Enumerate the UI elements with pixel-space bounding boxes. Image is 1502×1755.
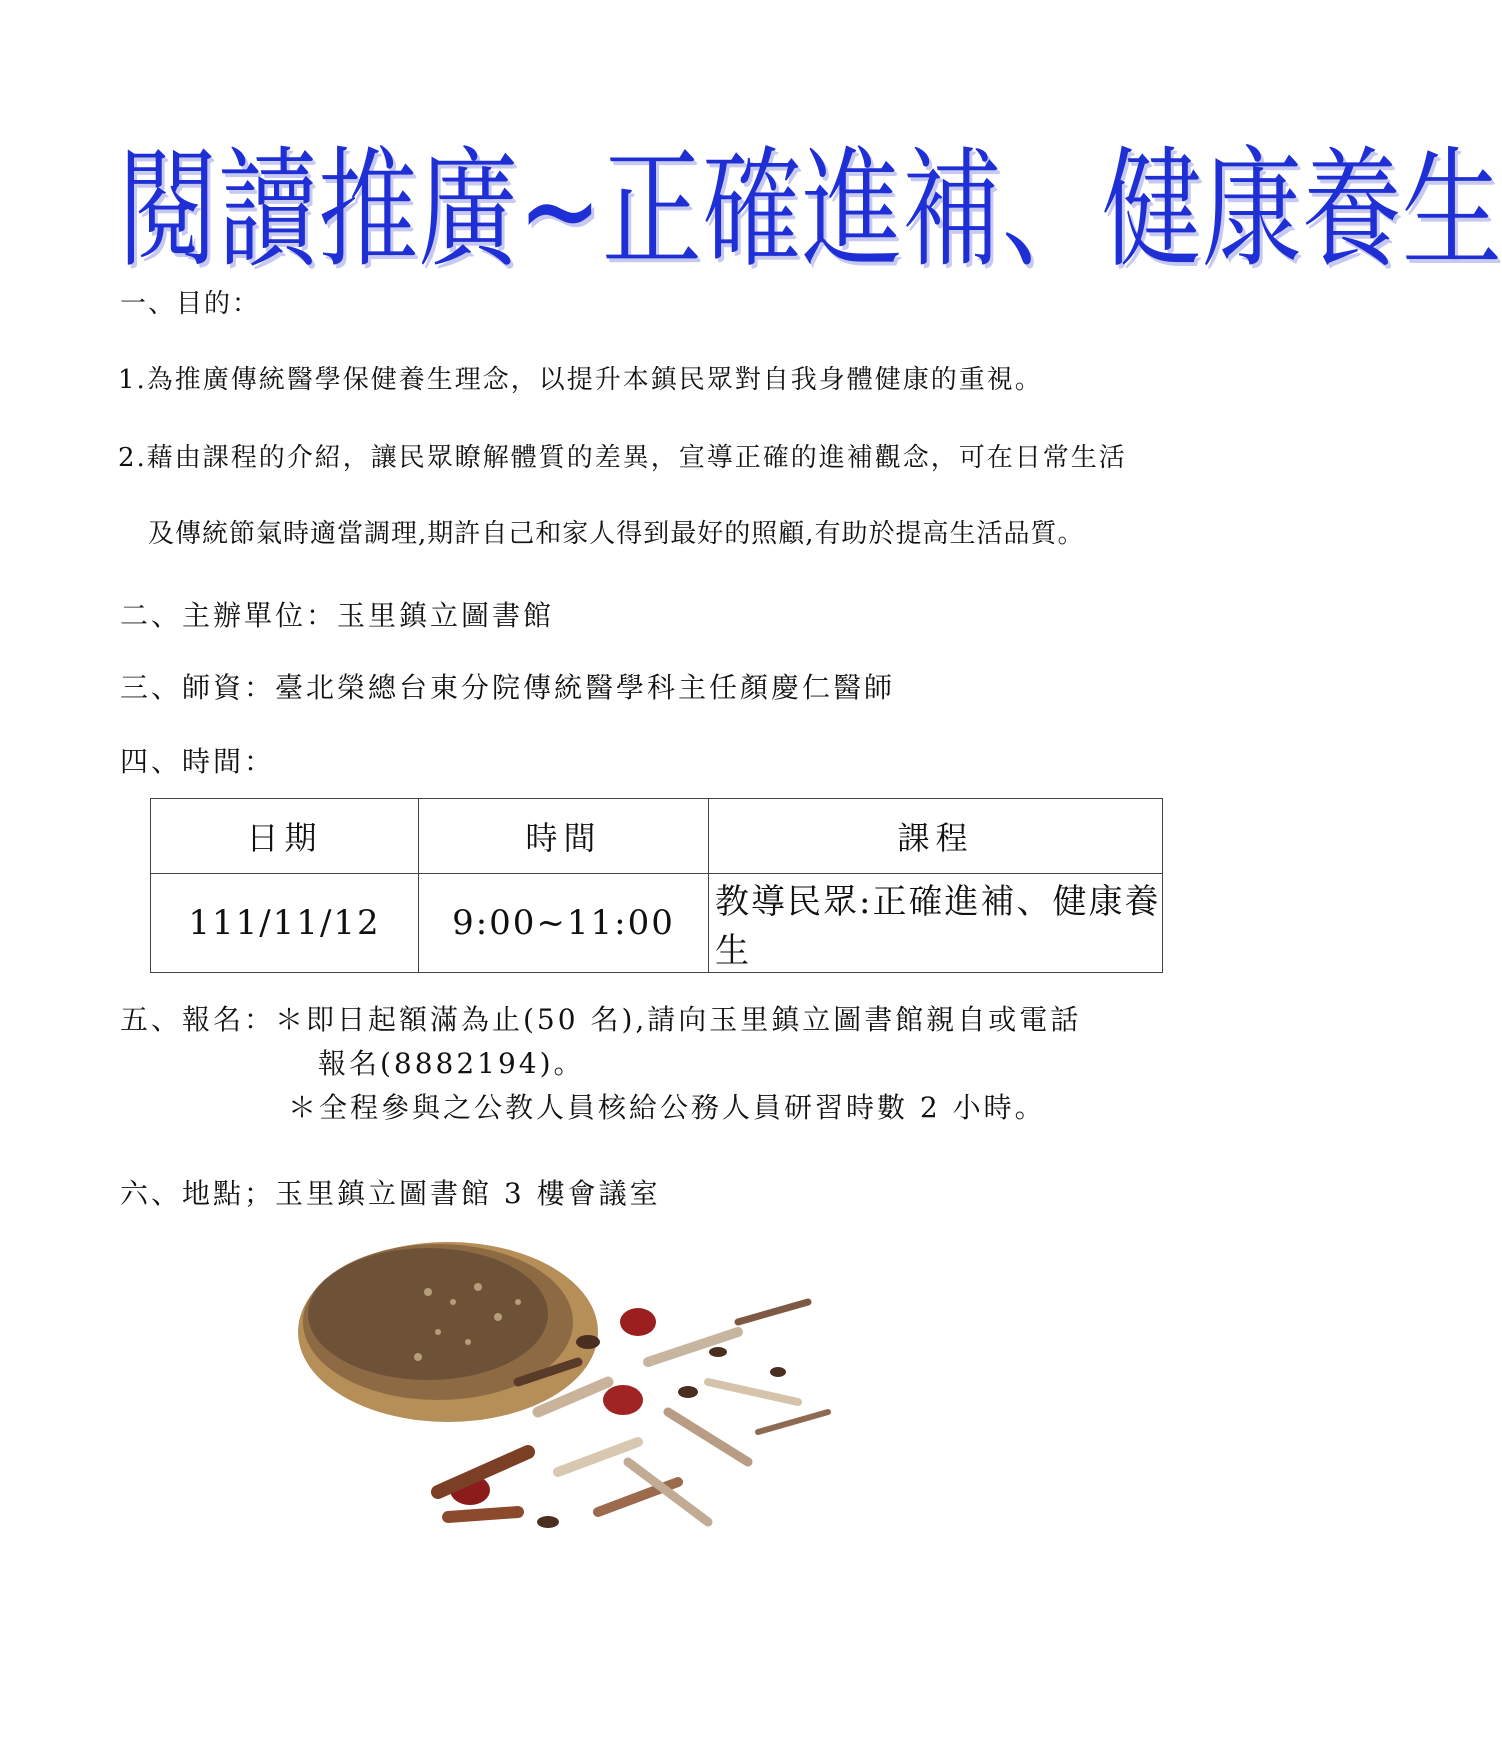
- schedule-header-row: [151, 799, 1163, 874]
- location: 六、地點；玉里鎮立圖書館 3 樓會議室: [120, 1177, 661, 1210]
- purpose-item-2-line-2: 及傳統節氣時適當調理,期許自己和家人得到最好的照顧,有助於提高生活品質。: [148, 519, 1085, 549]
- herbal-medicine-photo: [408, 1262, 860, 1562]
- cell-time: 9:00~11:00: [419, 874, 709, 973]
- header-time: 時間: [419, 799, 709, 874]
- purpose-heading: 一、目的：: [120, 289, 261, 319]
- registration-line-3: ＊全程參與之公教人員核給公務人員研習時數 2 小時。: [288, 1091, 1046, 1124]
- schedule-table: [150, 798, 1163, 973]
- registration-line-2: 報名(8882194)。: [318, 1047, 585, 1080]
- table-row: [151, 874, 1163, 973]
- header-course: 課程: [709, 799, 1163, 874]
- time-heading: 四、時間：: [120, 745, 276, 778]
- instructor: 三、師資：臺北榮總台東分院傳統醫學科主任顏慶仁醫師: [120, 671, 896, 704]
- purpose-item-1: 1.為推廣傳統醫學保健養生理念，以提升本鎮民眾對自我身體健康的重視。: [118, 365, 1043, 395]
- page-title: 閱讀推廣~正確進補、健康養生: [118, 133, 1502, 286]
- purpose-item-2-line-1: 2.藉由課程的介紹，讓民眾瞭解體質的差異，宣導正確的進補觀念，可在日常生活: [118, 443, 1127, 473]
- cell-course: 教導民眾:正確進補、健康養生: [709, 874, 1163, 973]
- registration-line-1: 五、報名：＊即日起額滿為止(50 名),請向玉里鎮立圖書館親自或電話: [120, 1003, 1082, 1036]
- cell-date: 111/11/12: [151, 874, 419, 973]
- organizer: 二、主辦單位：玉里鎮立圖書館: [120, 599, 555, 632]
- header-date: 日期: [151, 799, 419, 874]
